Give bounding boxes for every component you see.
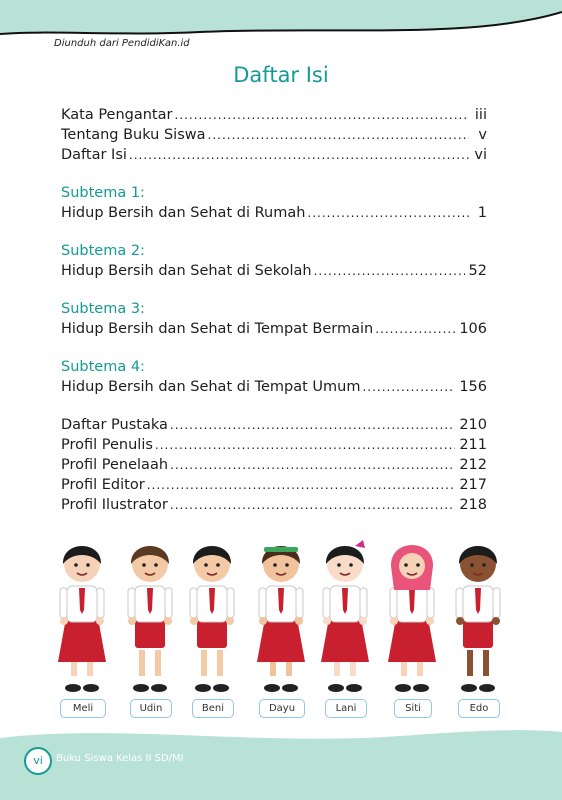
toc-entry[interactable]: Hidup Bersih dan Sehat di Tempat Bermain ..... 106 xyxy=(61,319,487,339)
character-name-tag: Siti xyxy=(394,699,432,718)
student-figure xyxy=(58,546,106,692)
student-figure xyxy=(456,546,500,692)
character-name-tag: Edo xyxy=(458,699,500,718)
table-of-contents xyxy=(61,105,487,515)
toc-entry[interactable]: Hidup Bersih dan Sehat di Sekolah ..... 52 xyxy=(61,261,487,281)
subtema-heading: Subtema 1: xyxy=(61,185,145,201)
student-figure xyxy=(388,545,436,692)
student-figure xyxy=(257,546,305,692)
character-name-tag: Dayu xyxy=(259,699,305,718)
source-watermark: Diunduh dari PendidiKan.id xyxy=(54,38,190,49)
character-name-tag: Meli xyxy=(60,699,106,718)
toc-entry[interactable]: Profil Editor ..... 217 xyxy=(61,475,487,495)
book-title-footer: Buku Siswa Kelas II SD/MI xyxy=(56,753,184,764)
page-title: Daftar Isi xyxy=(233,63,329,87)
student-figure xyxy=(321,540,369,692)
toc-entry[interactable]: Hidup Bersih dan Sehat di Tempat Umum ..... 156 xyxy=(61,377,487,397)
character-name-tag: Udin xyxy=(130,699,172,718)
student-figure xyxy=(190,546,234,692)
toc-entry[interactable]: Profil Penelaah ..... 212 xyxy=(61,455,487,475)
toc-entry[interactable]: Kata Pengantar ..... iii xyxy=(61,105,487,125)
toc-entry[interactable]: Hidup Bersih dan Sehat di Rumah ..... 1 xyxy=(61,203,487,223)
character-name-tag: Beni xyxy=(192,699,234,718)
student-figure xyxy=(128,546,172,692)
students-illustration xyxy=(0,530,562,720)
toc-entry[interactable]: Daftar Isi ..... vi xyxy=(61,145,487,165)
subtema-heading: Subtema 3: xyxy=(61,301,145,317)
subtema-heading: Subtema 2: xyxy=(61,243,145,259)
toc-entry[interactable]: Daftar Pustaka ..... 210 xyxy=(61,415,487,435)
character-name-tag: Lani xyxy=(325,699,367,718)
toc-entry[interactable]: Profil Penulis ..... 211 xyxy=(61,435,487,455)
subtema-heading: Subtema 4: xyxy=(61,359,145,375)
toc-entry[interactable]: Profil Ilustrator ..... 218 xyxy=(61,495,487,515)
toc-entry[interactable]: Tentang Buku Siswa ..... v xyxy=(61,125,487,145)
page-number: vi xyxy=(24,747,52,775)
